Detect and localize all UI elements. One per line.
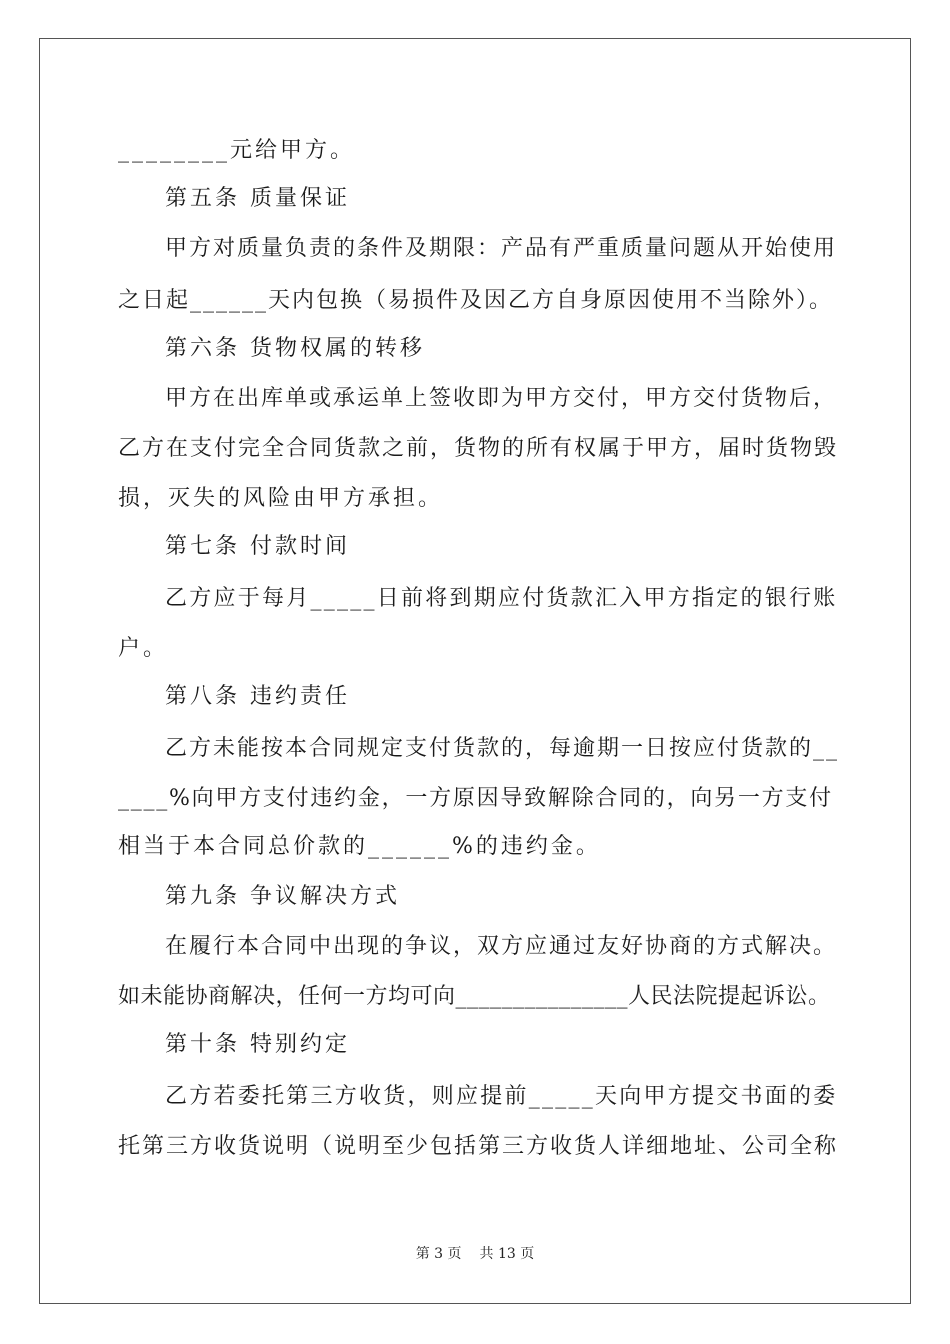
article-heading: 第八条 违约责任: [165, 684, 350, 709]
page-border: [39, 38, 911, 1304]
article-heading: 第七条 付款时间: [165, 534, 350, 559]
text-line: 户。: [118, 636, 169, 661]
text-line: 托第三方收货说明（说明至少包括第三方收货人详细地址、公司全称: [118, 1134, 839, 1159]
article-heading: 第六条 货物权属的转移: [165, 336, 425, 361]
text-line: 甲方对质量负责的条件及期限：产品有严重质量问题从开始使用: [165, 236, 838, 261]
text-line: 如未能协商解决，任何一方均可向_______________人民法院提起诉讼。: [118, 984, 831, 1009]
text-line: 乙方在支付完全合同货款之前，货物的所有权属于甲方，届时货物毁: [118, 436, 839, 461]
text-line: 在履行本合同中出现的争议，双方应通过友好协商的方式解决。: [165, 934, 838, 959]
text-line: 相当于本合同总价款的______%的违约金。: [118, 834, 601, 859]
article-heading: 第九条 争议解决方式: [165, 884, 400, 909]
text-line: ________元给甲方。: [118, 138, 356, 163]
text-line: 之日起______天内包换（易损件及因乙方自身原因使用不当除外）。: [118, 288, 834, 313]
text-line: 乙方应于每月_____日前将到期应付货款汇入甲方指定的银行账: [165, 586, 838, 611]
text-line: 乙方未能按本合同规定支付货款的，每逾期一日按应付货款的__: [165, 736, 840, 761]
text-line: 乙方若委托第三方收货，则应提前_____天向甲方提交书面的委: [165, 1084, 838, 1109]
page-number: 第 3 页: [415, 1246, 462, 1262]
page-footer: [0, 1244, 950, 1264]
page-total: 共 13 页: [479, 1246, 535, 1262]
text-line: 损，灭失的风险由甲方承担。: [118, 486, 444, 511]
article-heading: 第十条 特别约定: [165, 1032, 350, 1057]
text-line: 甲方在出库单或承运单上签收即为甲方交付，甲方交付货物后，: [165, 386, 838, 411]
text-line: ____%向甲方支付违约金，一方原因导致解除合同的，向另一方支付: [118, 786, 833, 811]
article-heading: 第五条 质量保证: [165, 186, 350, 211]
